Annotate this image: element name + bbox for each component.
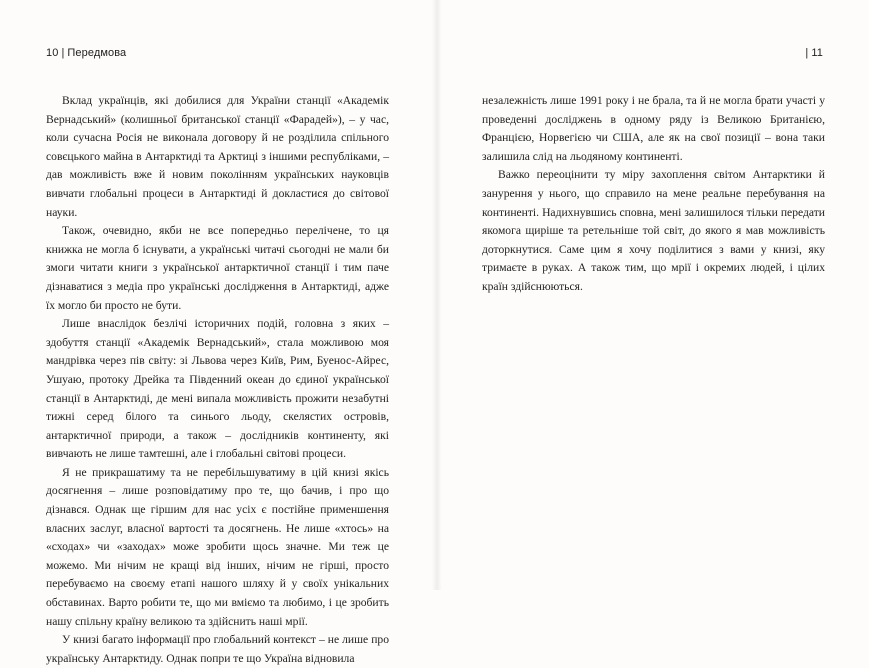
paragraph: У книзі багато інформації про глобальний контекст – не лише про українську Антарктиду. Однак попри те що Україна відновила — [46, 633, 389, 665]
left-head-separator: | — [61, 47, 65, 59]
left-page-number: 10 — [46, 47, 59, 59]
paragraph: Вклад українців, які добилися для України станції «Академік Вернадський» (колишньої британської станції «Фарадей»), – у час, коли сучасна Росія не виконала договору й не розділила спільного совєцького майна в Антарктиді та Арктиці з іншими республіками, – дав можливість вже й новим поколінням українських науковців вивчати глобальні процеси в Антарктиді й докластися до світової науки. — [46, 94, 389, 219]
right-head-separator: | — [805, 47, 809, 59]
left-page-text — [46, 92, 389, 668]
section-title: Передмова — [67, 47, 127, 59]
paragraph: Також, очевидно, якби не все попередньо перелічене, то ця книжка не могла б існувати, а українські читачі сьогодні не мали би змоги читати книги з української антарктичної станції і тим паче дізнаватися з медіа про українські дослідження в Антарктиді, адже їх могло би просто не бути. — [46, 224, 389, 312]
left-running-head — [46, 47, 126, 59]
paragraph: Важко переоцінити ту міру захоплення світом Антарктики й занурення у нього, що справило на мене реальне перебування на континенті. Надихнувшись сповна, мені залишилося тільки передати якомога щиріше та ретельніше той світ, до якого я мав можливість доторкнутися. Саме цим я хочу поділитися з вами у книзі, яку тримаєте в руках. А також тим, що мрії і окремих людей, і цілих країн здійснюються. — [482, 168, 825, 293]
paragraph: Лише внаслідок безлічі історичних подій, головна з яких – здобуття станції «Академік Вернадський», стала можливою моя мандрівка через пів світу: зі Львова через Київ, Рим, Буенос-Айрес, Ушуаю, протоку Дрейка та Південний океан до єдиної української станції в Антарктиді, де мені випала можливість прожити незабутні тижні серед білого та синього льоду, скелястих островів, антарктичної природи, а також – дослідників континенту, які вивчають не лише тамтешні, але і глобальні світові процеси. — [46, 317, 389, 461]
page-gutter — [432, 0, 442, 590]
right-running-head — [802, 47, 823, 59]
paragraph: Я не прикрашатиму та не перебільшуватиму в цій книзі якісь досягнення – лише розповідатиму про те, що бачив, і про що дізнався. Однак ще гіршим для нас усіх є постійне применшення власних заслуг, власної вартості та досягнень. Не лише «хтось» на «сходах» чи «заходах» може зробити щось значне. Ми теж це можемо. Ми нічим не кращі від інших, нічим не гірші, просто перебуваємо на своєму етапі нашого шляху й у своїх унікальних обставинах. Варто робити те, що ми вміємо та любимо, і це зробить нашу спільну країну великою та здійснить наші мрії. — [46, 465, 389, 628]
right-page-text — [482, 92, 825, 297]
paragraph-continued: незалежність лише 1991 року і не брала, та й не могла брати участі у проведенні досліджень в одному ряду із Великою Британією, Францією, Норвегією чи США, але як на свої позиції – вона таки залишила слід на льодяному континенті. — [482, 94, 825, 163]
right-page-number: 11 — [811, 47, 823, 59]
